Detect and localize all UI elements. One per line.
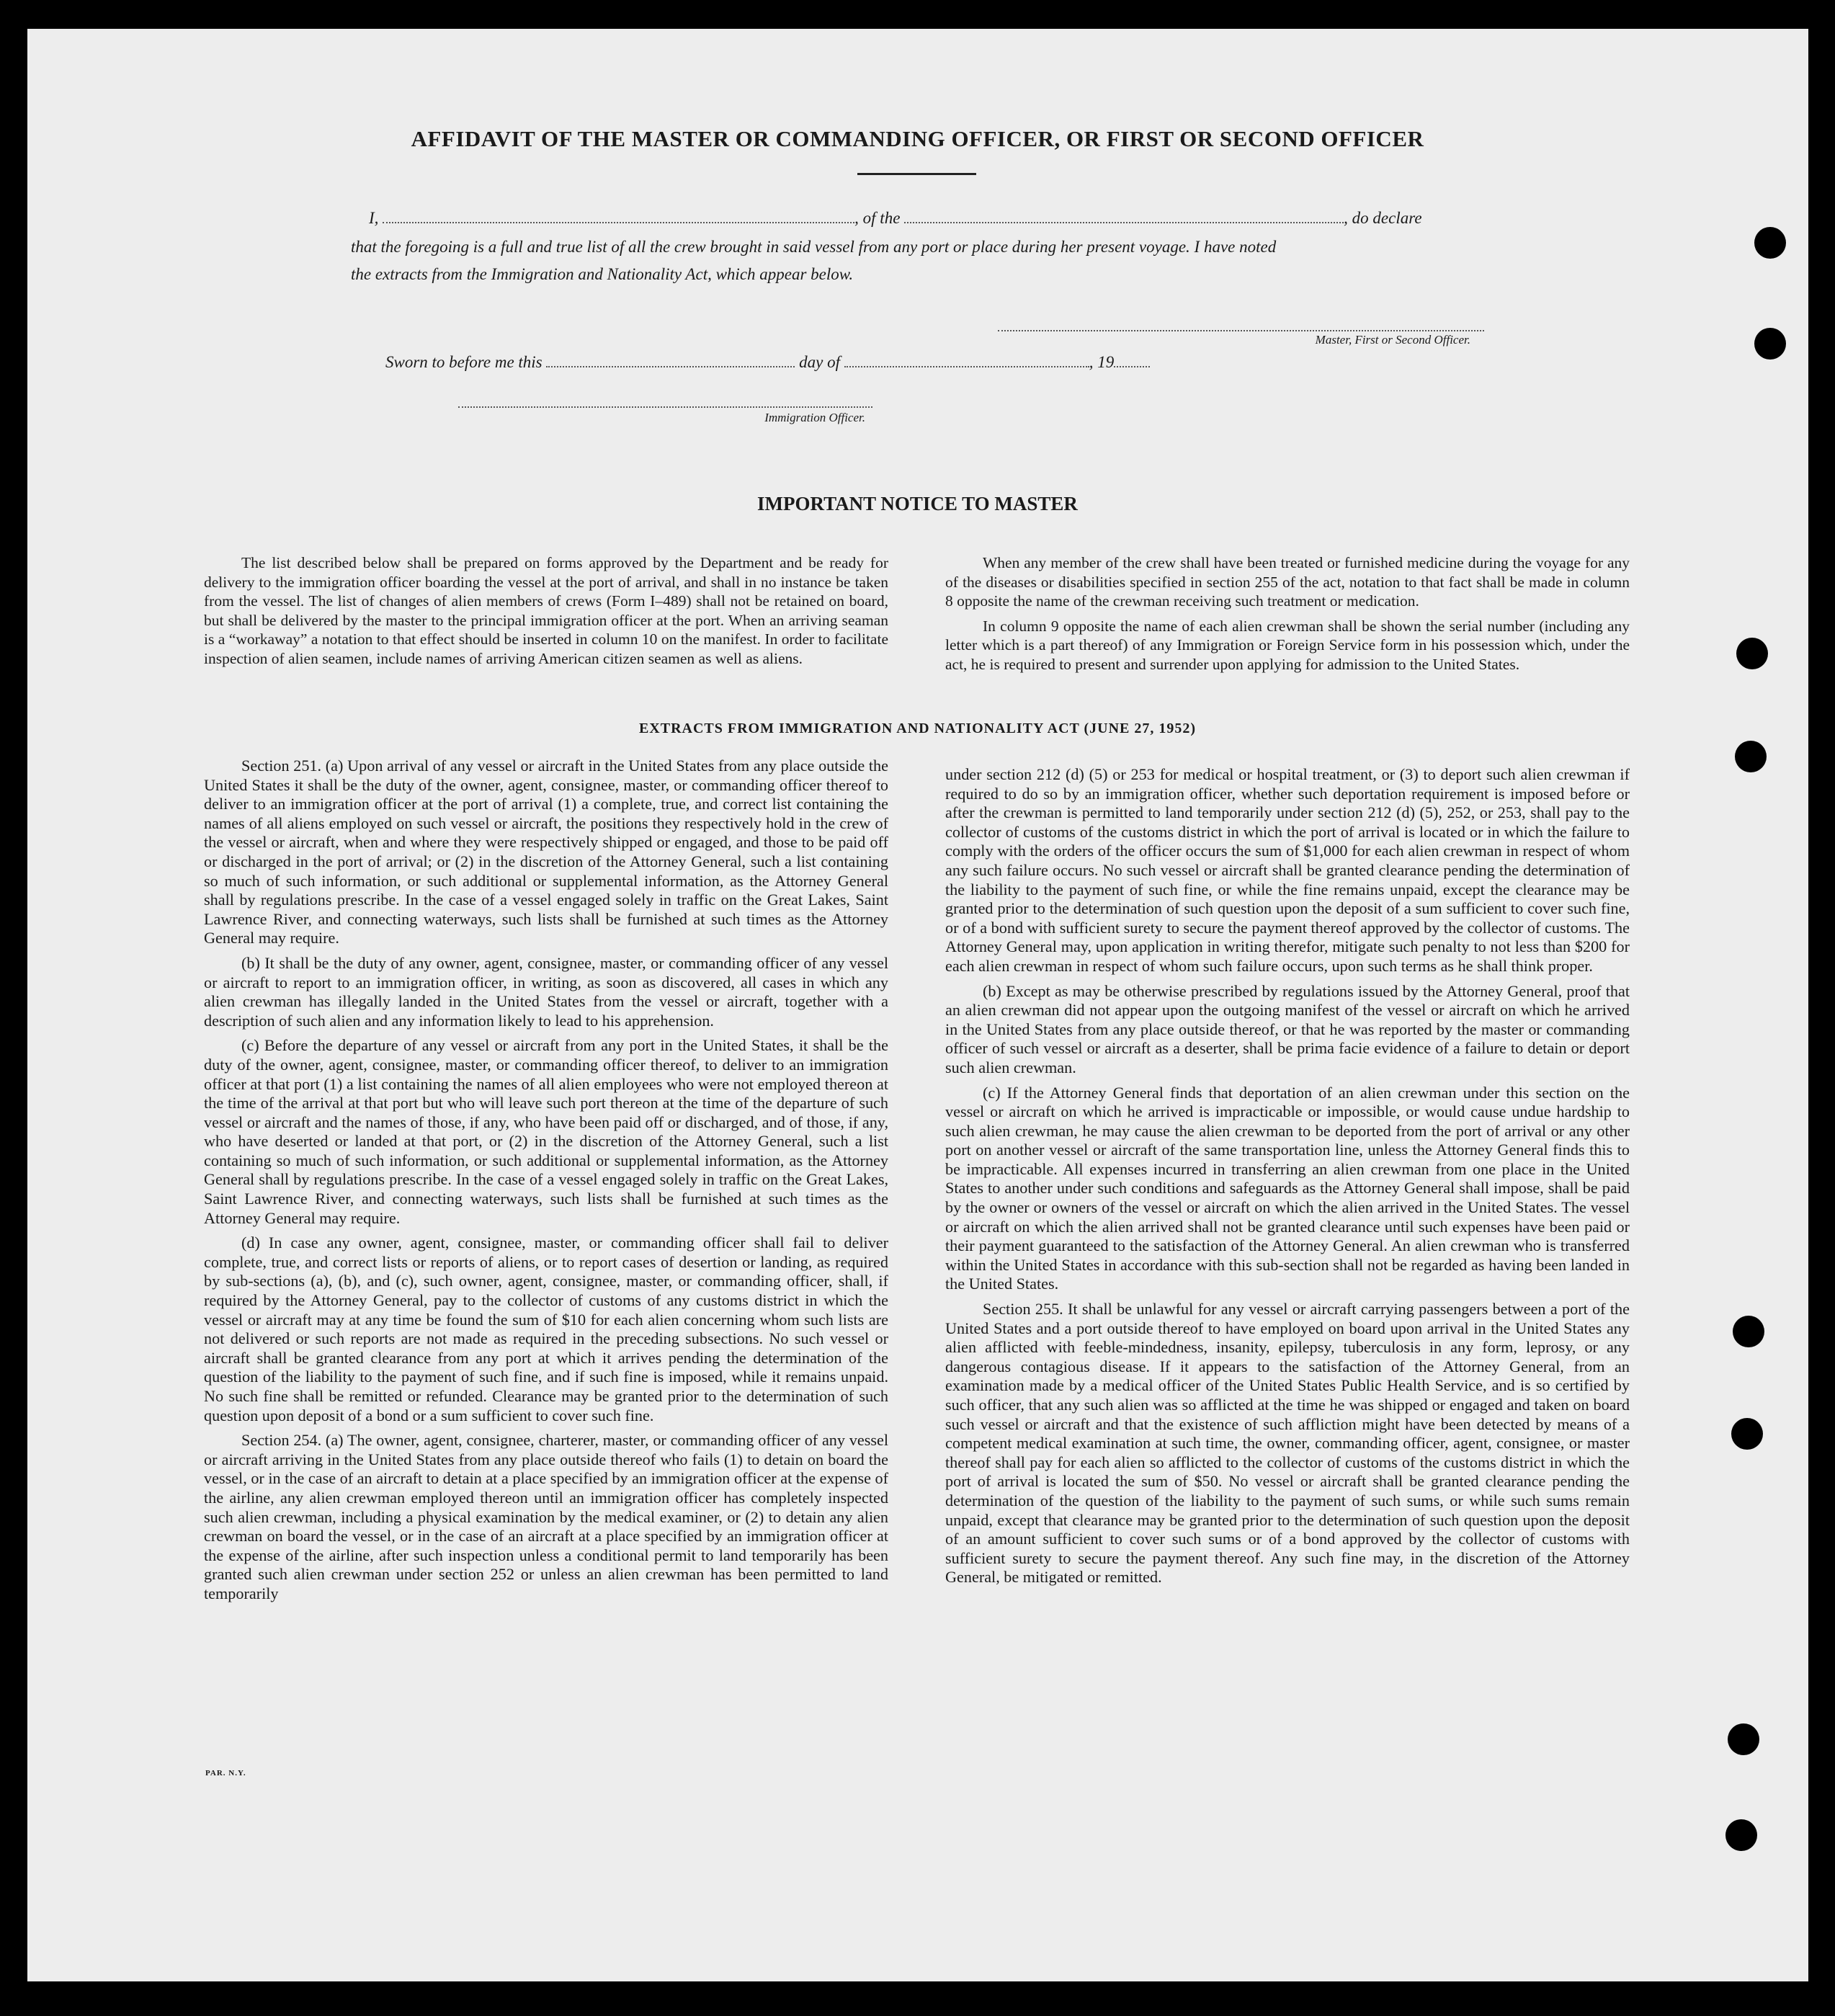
vessel-name-field[interactable]	[904, 222, 1344, 223]
notice-heading: IMPORTANT NOTICE TO MASTER	[757, 493, 1078, 514]
punch-hole	[1735, 741, 1767, 772]
immigration-officer-label: Immigration Officer.	[764, 411, 865, 424]
punch-hole	[1754, 227, 1786, 259]
do-declare-label: , do declare	[1344, 209, 1422, 227]
notice-left-column	[204, 553, 888, 668]
i-label: I,	[369, 209, 379, 227]
statute-paragraph: Section 255. It shall be unlawful for any vessel or aircraft carrying passengers between a port of the United States and a port outside thereof to have employed on board upon arrival in the United States any alien afflicted with feeble-mindedness, insanity, epilepsy, tuberculosis in any form, leprosy, or any dangerous contagious disease. If it appears to the satisfaction of the Attorney General, from an examination made by a medical officer of the United States Public Health Service, and is so certified by such officer, that any such alien was so afflicted at the time he was shipped or engaged and taken on board such vessel or aircraft and that the existence of such affliction might have been detected by means of a competent medical examination at such time, the owner, commanding officer, agent, consignee, or master thereof shall pay for each alien so afflicted to the collector of customs of the customs district in which the port of arrival is located the sum of $50. No vessel or aircraft shall be granted clearance pending the determination of the question of the liability to the payment of such sums, or while such sums remain unpaid, except that clearance may be granted prior to the determination of such question upon the deposit of an amount sufficient to cover such sums or of a bond approved by the collector of customs with sufficient surety to secure the payment thereof. Any such fine may, in the discretion of the Attorney General, be mitigated or remitted.	[945, 1300, 1630, 1587]
statute-paragraph: (d) In case any owner, agent, consignee, master, or commanding officer shall fail to deliver complete, true, and correct lists or reports of aliens, or to report cases of desertion or landing, as required by sub-sections (a), (b), and (c), such owner, agent, consignee, master, or commanding officer, shall, if required by the Attorney General, pay to the collector of customs of any customs district in which the vessel or aircraft may at any time be found the sum of $10 for each alien concerning whom such lists are not delivered or such reports are not made as required in the preceding subsections. No such vessel or aircraft shall be granted clearance from any port at which it arrives pending the determination of the question of the liability to the payment of such fine, and if such fine is imposed, while it remains unpaid. No such fine shall be remitted or refunded. Clearance may be granted prior to the determination of such question upon deposit of a bond or a sum sufficient to cover such fine.	[204, 1234, 888, 1424]
affidavit-declaration-line	[369, 209, 1486, 228]
sworn-year-field[interactable]	[1114, 366, 1150, 367]
printer-mark: PAR. N.Y.	[205, 1769, 246, 1778]
master-signature-label: Master, First or Second Officer.	[1315, 333, 1470, 347]
punch-hole	[1725, 1819, 1757, 1851]
sworn-line	[385, 353, 1250, 372]
statute-paragraph: (b) Except as may be otherwise prescribed by regulations issued by the Attorney General, proof that an alien crewman did not appear upon the outgoing manifest of the vessel or aircraft on which he arrived in the United States from any place outside thereof, or that he was reported by the master or commanding officer of such vessel or aircraft as a deserter, shall be prima facie evidence of a failure to detain or deport such alien crewman.	[945, 981, 1630, 1076]
year-label: , 19	[1089, 353, 1115, 371]
notice-paragraph: When any member of the crew shall have been treated or furnished medicine during the voyage for any of the diseases or disabilities specified in section 255 of the act, notation to that fact shall be made in column 8 opposite the name of the crewman receiving such treatment or medication.	[945, 554, 1630, 610]
punch-hole	[1736, 638, 1768, 669]
master-signature-field[interactable]	[998, 317, 1484, 331]
sworn-label: Sworn to before me this	[385, 353, 543, 371]
statute-paragraph: (c) If the Attorney General finds that deportation of an alien crewman under this section on the vessel or aircraft on which he arrived is impracticable or impossible, or would cause undue hardship to such alien crewman, he may cause the alien crewman to be deported from the port of arrival or any other port on another vessel or aircraft of the same transportation line, unless the Attorney General finds this to be impracticable. All expenses incurred in transferring an alien crewman from one place in the United States to another under such conditions and safeguards as the Attorney General shall impose, shall be paid by the owner or owners of the vessel or aircraft on which the alien arrived in the United States. The vessel or aircraft on which the alien arrived shall not be granted clearance until such expenses have been paid or their payment guaranteed to the satisfaction of the Attorney General. An alien crewman who is transferred within the United States in accordance with this sub-section shall not be regarded as having been landed in the United States.	[945, 1083, 1630, 1293]
master-name-field[interactable]	[383, 222, 854, 223]
statute-paragraph: (b) It shall be the duty of any owner, agent, consignee, master, or commanding officer of any vessel or aircraft to report to an immigration officer, in writing, as soon as discovered, all cases in which any alien crewman has illegally landed in the United States from the vessel or aircraft, together with a description of such alien and any information likely to lead to his apprehension.	[204, 953, 888, 1030]
punch-hole	[1754, 328, 1786, 360]
page-title: AFFIDAVIT OF THE MASTER OR COMMANDING OFFICER, OR FIRST OR SECOND OFFICER	[411, 126, 1424, 151]
statute-paragraph: (c) Before the departure of any vessel or aircraft from any port in the United States, it shall be the duty of the owner, agent, consignee, master, or commanding officer thereof, to deliver to an immigration officer at that port (1) a list containing the names of all alien employees who were not employed thereon at the time of the arrival at that port but who will leave such port thereon at the time of the departure of such vessel or aircraft and the names of those, if any, who have been paid off or discharged, and of those, if any, who have deserted or landed at that port, or (2) in the discretion of the Attorney General, such a list containing so much of such information, or such additional or supplemental information, as the Attorney General shall by regulations prescribe. In the case of a vessel engaged solely in traffic on the Great Lakes, Saint Lawrence River, and connecting waterways, such lists shall be furnished at such times as the Attorney General may require.	[204, 1036, 888, 1227]
declaration-text-line-2: the extracts from the Immigration and Nationality Act, which appear below.	[351, 265, 854, 283]
sworn-day-field[interactable]	[546, 366, 795, 367]
sworn-month-field[interactable]	[844, 366, 1089, 367]
extracts-left-column	[204, 757, 888, 1604]
extracts-heading: EXTRACTS FROM IMMIGRATION AND NATIONALITY ACT (JUNE 27, 1952)	[638, 721, 1197, 736]
statute-paragraph: under section 212 (d) (5) or 253 for medical or hospital treatment, or (3) to deport such alien crewman if required to do so by an immigration officer, whether such deportation requirement is imposed before or after the crewman is permitted to land temporarily under section 212 (d) (5), 252, or 253, shall pay to the collector of customs of the customs district in which the port of arrival is located or in which the failure to comply with the orders of the officer occurs the sum of $1,000 for each alien crewman in respect of whom any such failure occurs. No such vessel or aircraft shall be granted clearance pending the determination of the liability to the payment of such fine, or while the fine remains unpaid, except the clearance may be granted prior to the determination of such question upon the deposit of a sum sufficient to cover such fine, or of a bond with sufficient surety to secure the payment thereof approved by the collector of customs. The Attorney General may, upon application in writing therefor, mitigate such penalty to not less than $200 for each alien crewman in respect of whom such failure occurs, upon such terms as he shall think proper.	[945, 765, 1630, 975]
punch-hole	[1733, 1316, 1764, 1347]
notice-right-column	[945, 553, 1630, 674]
punch-hole	[1728, 1723, 1759, 1755]
notice-paragraph: The list described below shall be prepared on forms approved by the Department and be ready for delivery to the immigration officer boarding the vessel at the port of arrival, and shall in no instance be taken from the vessel. The list of changes of alien members of crews (Form I–489) shall not be retained on board, but shall be delivered by the master to the principal immigration officer at the port. When an arriving seaman is a “workaway” a notation to that effect should be inserted in column 10 on the manifest. In order to facilitate inspection of alien seamen, include names of arriving American citizen seamen as well as aliens.	[204, 554, 888, 667]
title-rule	[857, 173, 976, 175]
statute-paragraph: Section 251. (a) Upon arrival of any vessel or aircraft in the United States from any place outside the United States it shall be the duty of the owner, agent, consignee, master, or commanding officer thereof to deliver to an immigration officer at the port of arrival (1) a complete, true, and correct list containing the names of all aliens employed on such vessel or aircraft, the positions they respectively hold in the crew of the vessel or aircraft, when and where they were respectively shipped or engaged, and those to be paid off or discharged in the port of arrival; or (2) in the discretion of the Attorney General, such a list containing so much of such information, or such additional or supplemental information, as the Attorney General shall by regulations prescribe. In the case of a vessel engaged solely in traffic on the Great Lakes, Saint Lawrence River, and connecting waterways, such lists shall be furnished at such times as the Attorney General may require.	[204, 757, 888, 947]
statute-paragraph: Section 254. (a) The owner, agent, consignee, charterer, master, or commanding officer of any vessel or aircraft arriving in the United States from any place outside thereof who fails (1) to detain on board the vessel, or in the case of an aircraft to detain at a place specified by an immigration officer at the expense of the airline, any alien crewman employed thereon until an immigration officer has completely inspected such alien crewman, including a physical examination by the medical examiner, or (2) to detain any alien crewman on board the vessel, or in the case of an aircraft at a place specified by an immigration officer at the expense of the airline, after such inspection unless a conditional permit to land temporarily has been granted such alien crewman under section 252 or unless an alien crewman has been permitted to land temporarily	[204, 1431, 888, 1602]
of-the-label: , of the	[854, 209, 901, 227]
immigration-officer-signature-field[interactable]	[458, 395, 872, 408]
day-of-label: day of	[799, 353, 840, 371]
punch-hole	[1731, 1418, 1763, 1450]
declaration-text-line-1: that the foregoing is a full and true list of all the crew brought in said vessel from any port or place during her present voyage. I have noted	[351, 238, 1277, 256]
notice-paragraph: In column 9 opposite the name of each alien crewman shall be shown the serial number (including any letter which is a part thereof) of any Immigration or Foreign Service form in his possession which, under the act, he is required to present and surrender upon applying for admission to the United States.	[945, 617, 1630, 673]
extracts-right-column	[945, 765, 1630, 1587]
